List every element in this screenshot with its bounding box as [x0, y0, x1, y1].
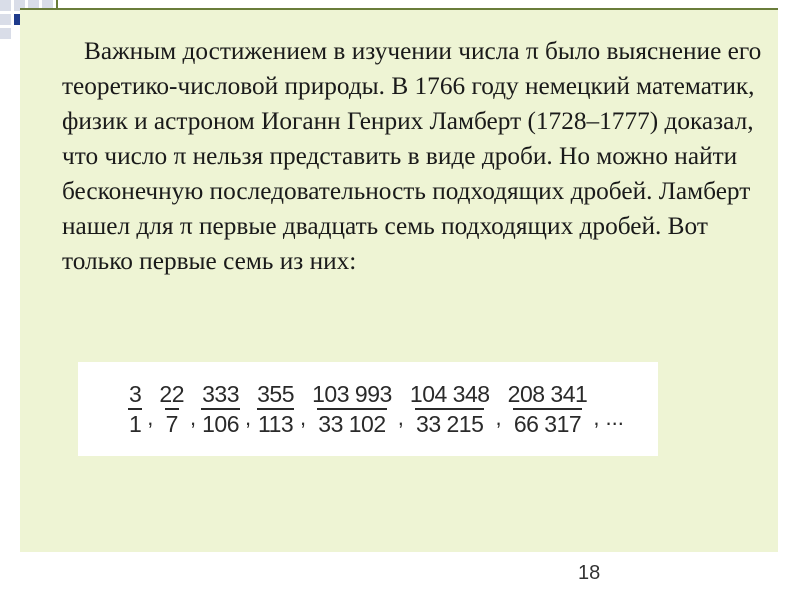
- fraction-ellipsis: , ...: [593, 405, 624, 430]
- fraction-denominator: 113: [257, 408, 294, 436]
- fraction-denominator: 1: [128, 408, 142, 436]
- fraction-separator: ,: [245, 405, 252, 430]
- fraction: [128, 382, 142, 436]
- decorative-vertical-line: [56, 0, 58, 10]
- fraction-denominator: 66 317: [513, 408, 582, 436]
- fraction-numerator: 355: [257, 381, 295, 407]
- fraction-denominator: 7: [165, 408, 179, 436]
- fraction-numerator: 208 341: [507, 381, 588, 407]
- fraction-numerator: 22: [159, 381, 185, 407]
- fraction-numerator: 104 348: [409, 381, 490, 407]
- panel-top-line: [20, 8, 778, 10]
- fraction-separator: ,: [495, 405, 502, 430]
- fraction-separator: ,: [190, 405, 197, 430]
- page-number: 18: [578, 562, 601, 584]
- fraction: [507, 382, 589, 436]
- fraction: [158, 382, 185, 436]
- fraction-numerator: 3: [129, 381, 142, 407]
- fraction-separator: ,: [397, 405, 404, 430]
- fraction-numerator: 333: [202, 381, 240, 407]
- fraction-separator: ,: [147, 405, 154, 430]
- fraction: [311, 382, 393, 436]
- fraction-denominator: 33 215: [415, 408, 484, 436]
- fractions-image: [78, 362, 658, 456]
- fraction-separator: ,: [300, 405, 307, 430]
- fraction: [409, 382, 491, 436]
- fraction-denominator: 33 102: [317, 408, 386, 436]
- body-paragraph: Важным достижением в изучении числа π было выяснение его теоретико-числовой природы. В 1766 году немецкий математик, физик и астроном Иоганн Генрих Ламберт (1728–1777) доказал, что число π нельзя представить в виде дроби. Но можно найти бесконечную последовательность подходящих дробей. Ламберт нашел для π первые двадцать семь подходящих дробей. Вот только первые семь из них:: [62, 37, 762, 275]
- decorative-square: [0, 14, 11, 25]
- fraction: [201, 382, 240, 436]
- decorative-square: [0, 28, 11, 39]
- fraction-denominator: 106: [201, 408, 240, 436]
- fraction: [256, 382, 295, 436]
- decorative-square: [0, 0, 11, 11]
- fraction-numerator: 103 993: [312, 381, 392, 407]
